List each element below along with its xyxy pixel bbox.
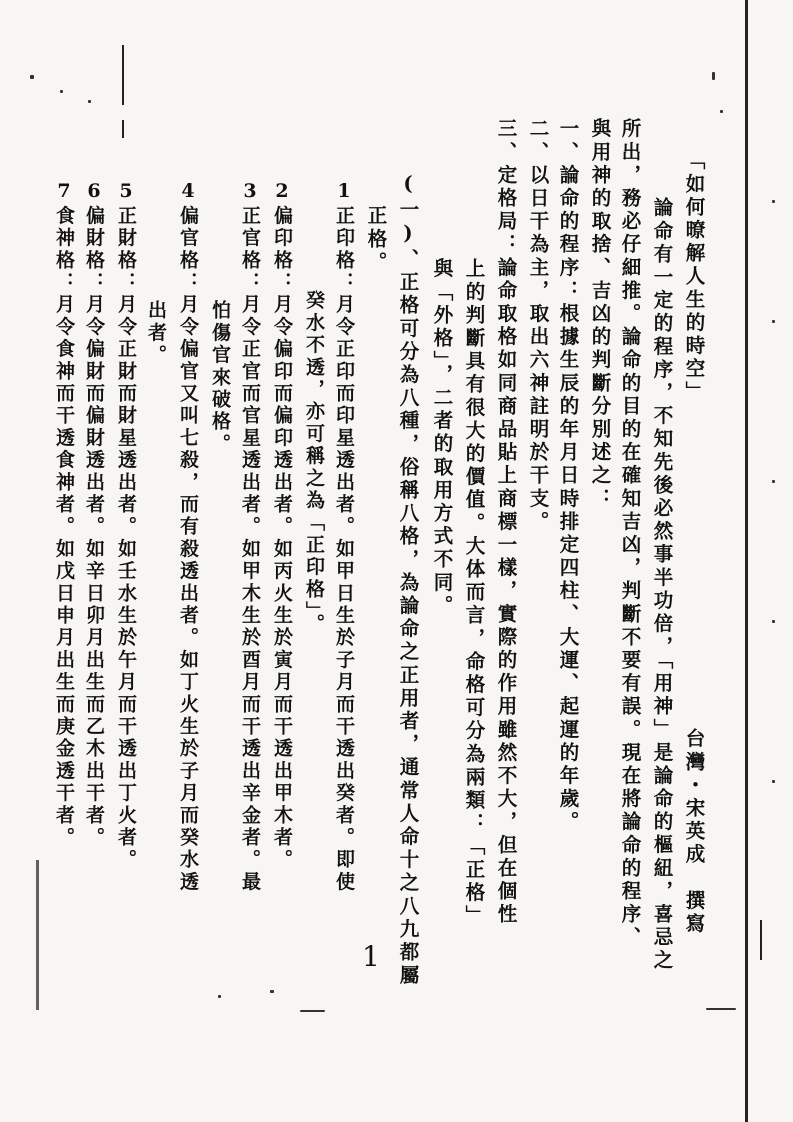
item-zhengyin: 1正印格：月令正印而印星透出者。如甲日生於子月而干透出癸者。即使 bbox=[333, 180, 355, 894]
scan-dot bbox=[30, 75, 34, 79]
scan-dot bbox=[88, 100, 91, 103]
document-title: 「如何暸解人生的時空」 bbox=[682, 150, 706, 405]
section-heading-cont: 正格。 bbox=[364, 205, 388, 275]
item-pianguan-cont: 出者。 bbox=[145, 300, 167, 367]
scan-dot bbox=[772, 320, 775, 323]
item-zhengcai: 5正財格：月令正財而財星透出者。如壬水生於午月而干透出丁火者。 bbox=[115, 180, 137, 872]
intro-line-1: 論命有一定的程序，不知先後必然事半功倍，「用神」是論命的樞紐，喜忌之 bbox=[650, 197, 674, 973]
scan-dot bbox=[772, 480, 775, 483]
item-zhengyin-cont: 癸水不透，亦可稱之為「正印格」。 bbox=[303, 290, 325, 636]
step-3-cont: 上的判斷具有很大的價值。大体而言，命格可分為兩類：「正格」 bbox=[462, 258, 486, 928]
step-2: 二、以日干為主，取出六神註明於干支。 bbox=[526, 118, 550, 534]
scan-mark bbox=[122, 45, 124, 105]
item-shishen: 7食神格：月令食神而干透食神者。如戊日申月出生而庚金透干者。 bbox=[53, 180, 75, 849]
section-heading: (一)、正格可分為八種，俗稱八格，為論命之正用者，通常人命十之八九都屬 bbox=[396, 172, 420, 988]
scan-dot bbox=[300, 1010, 325, 1012]
item-piancai: 6偏財格：月令偏財而偏財透出者。如辛日卯月出生而乙木出干者。 bbox=[83, 180, 105, 849]
scan-dot bbox=[218, 995, 221, 998]
scan-edge-line bbox=[745, 0, 748, 1122]
scan-mark bbox=[122, 120, 124, 138]
item-zhengguan: 3正官格：月令正官而官星透出者。如甲木生於酉月而干透出辛金者。最 bbox=[239, 180, 261, 894]
item-pianguan: 4偏官格：月令偏官又叫七殺，而有殺透出者。如丁火生於子月而癸水透 bbox=[177, 180, 199, 894]
scan-dot bbox=[772, 620, 775, 623]
step-1: 一、論命的程序：根據生辰的年月日時排定四柱、大運、起運的年歲。 bbox=[556, 118, 580, 835]
scan-mark bbox=[36, 860, 39, 1010]
intro-line-3: 與用神的取捨、吉凶的判斷分別述之： bbox=[588, 118, 612, 511]
intro-line-2: 所出，務必仔細推。論命的目的在確知吉凶，判斷不要有誤。現在將論命的程序、 bbox=[618, 118, 642, 950]
scan-dot bbox=[712, 72, 715, 80]
scan-mark bbox=[760, 920, 762, 960]
page-number: 1 bbox=[362, 940, 380, 973]
step-3: 三、定格局：論命取格如同商品貼上商標一樣，實際的作用雖然不大，但在個性 bbox=[494, 118, 518, 927]
scan-dot bbox=[772, 780, 775, 783]
scan-dot bbox=[772, 200, 775, 203]
scan-dot bbox=[706, 1008, 736, 1010]
item-pianyin: 2偏印格：月令偏印而偏印透出者。如丙火生於寅月而干透出甲木者。 bbox=[271, 180, 293, 872]
scan-dot bbox=[270, 990, 274, 993]
item-zhengguan-cont: 怕傷官來破格。 bbox=[209, 300, 231, 456]
scan-dot bbox=[720, 110, 723, 113]
author-line: 台灣・宋英成 撰寫 bbox=[682, 728, 706, 936]
step-3-cont-2: 與「外格」，二者的取用方式不同。 bbox=[430, 258, 454, 618]
scan-dot bbox=[60, 90, 63, 93]
